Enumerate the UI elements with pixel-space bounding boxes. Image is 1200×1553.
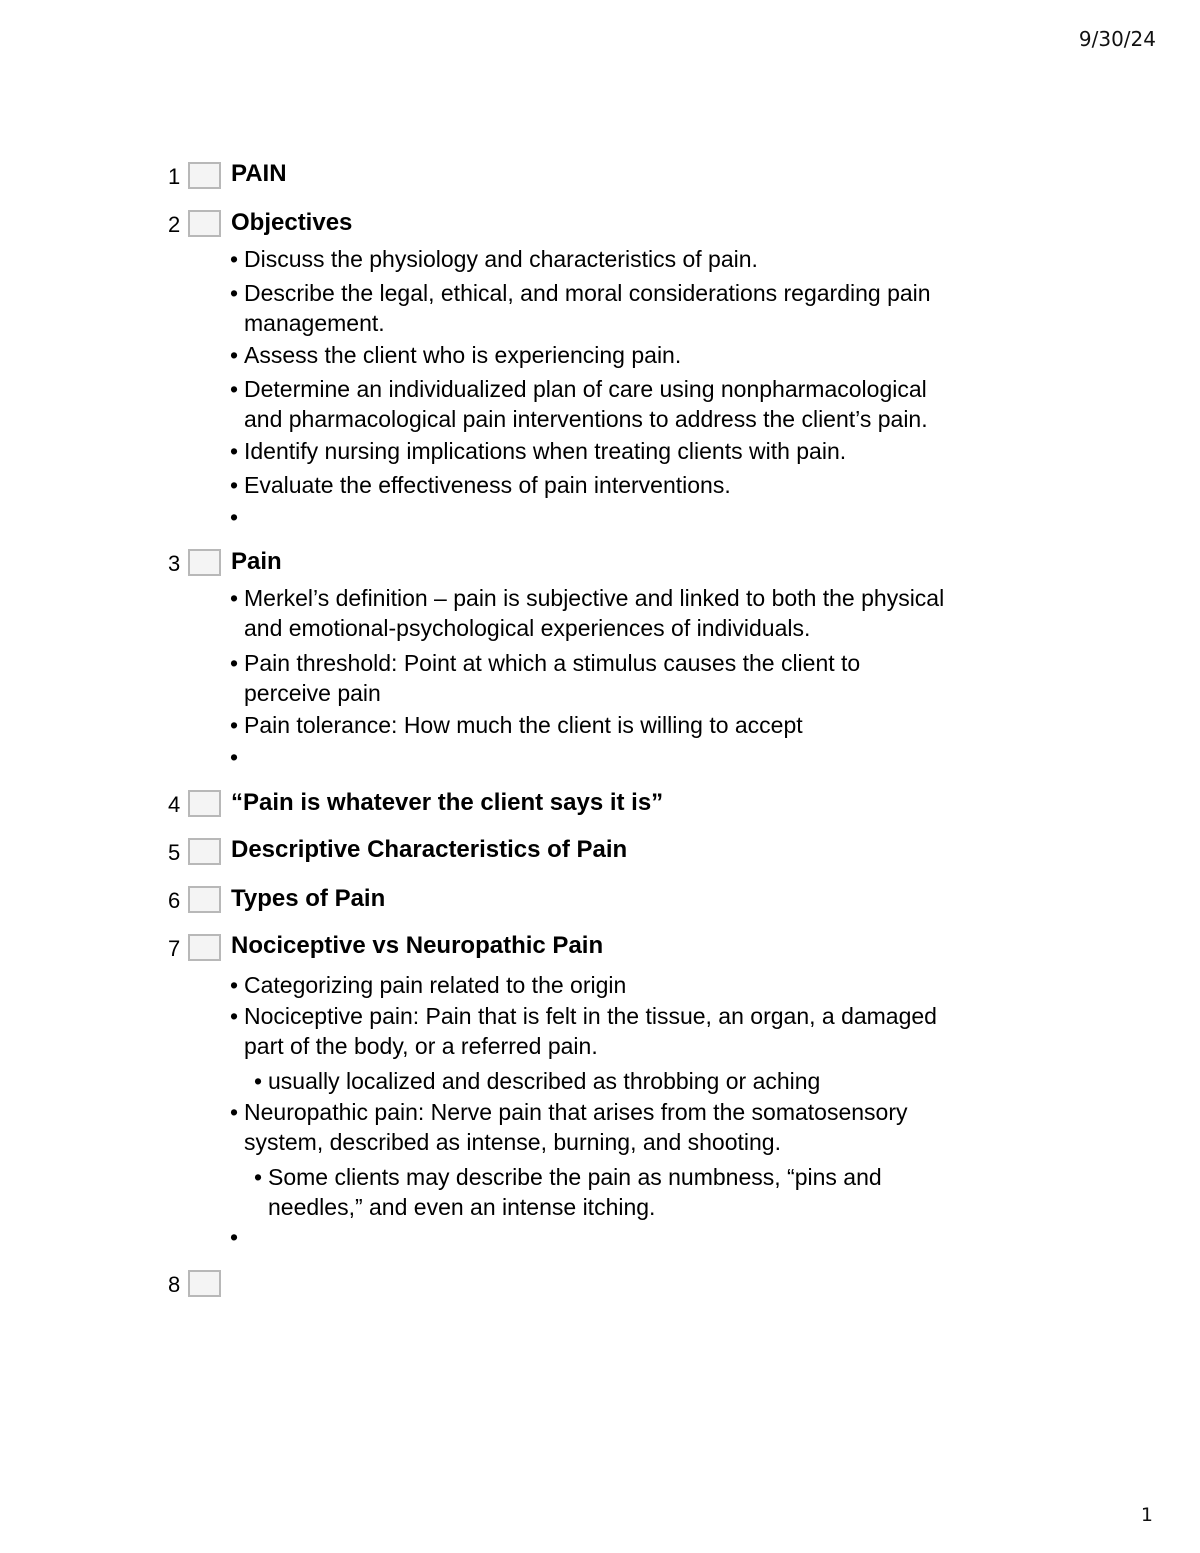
slide-title: Pain xyxy=(231,548,282,575)
slide-thumbnail[interactable] xyxy=(188,1270,221,1297)
bullet-item: • Pain threshold: Point at which a stimulus causes the client to perceive pain xyxy=(230,650,861,706)
slide-thumbnail[interactable] xyxy=(188,549,221,576)
bullet-item: • Assess the client who is experiencing pain. xyxy=(230,342,682,368)
bullet-item-empty: • xyxy=(230,744,239,770)
slide-thumbnail[interactable] xyxy=(188,210,221,237)
sub-bullet-item: • Some clients may describe the pain as numbness, “pins and needles,” and even an intense itching. xyxy=(254,1164,882,1220)
slide-number: 8 xyxy=(168,1272,181,1297)
slide-number: 7 xyxy=(168,936,181,961)
bullet-item: • Determine an individualized plan of care using nonpharmacological and pharmacological pain interventions to address the client’s pain. xyxy=(230,376,928,432)
bullet-item: • Discuss the physiology and characteristics of pain. xyxy=(230,246,758,272)
slide-number: 3 xyxy=(168,551,181,576)
page-date: 9/30/24 xyxy=(1078,27,1156,51)
slide-thumbnail[interactable] xyxy=(188,162,221,189)
slide-number: 5 xyxy=(168,840,181,865)
slide-number: 1 xyxy=(168,164,181,189)
slide-thumbnail[interactable] xyxy=(188,790,221,817)
slide-thumbnail[interactable] xyxy=(188,838,221,865)
slide-number: 2 xyxy=(168,212,181,237)
bullet-item: • Describe the legal, ethical, and moral considerations regarding pain management. xyxy=(230,280,931,336)
page-number: 1 xyxy=(1140,1504,1153,1526)
bullet-item: • Evaluate the effectiveness of pain interventions. xyxy=(230,472,731,498)
slide-title: Descriptive Characteristics of Pain xyxy=(231,836,628,863)
slide-thumbnail[interactable] xyxy=(188,934,221,961)
slide-title: Types of Pain xyxy=(231,885,386,912)
bullet-item: • Pain tolerance: How much the client is willing to accept xyxy=(230,712,803,738)
bullet-item: • Nociceptive pain: Pain that is felt in the tissue, an organ, a damaged part of the body, or a referred pain. xyxy=(230,1003,937,1059)
bullet-item: • Merkel’s definition – pain is subjective and linked to both the physical and emotional-psychological experiences of individuals. xyxy=(230,585,945,641)
slide-number: 6 xyxy=(168,888,181,913)
bullet-item-empty: • xyxy=(230,1224,239,1250)
bullet-item: • Identify nursing implications when treating clients with pain. xyxy=(230,438,847,464)
slide-title: Nociceptive vs Neuropathic Pain xyxy=(231,932,604,959)
slide-title: “Pain is whatever the client says it is” xyxy=(231,789,664,816)
bullet-item: • Categorizing pain related to the origin xyxy=(230,972,627,998)
slide-title: Objectives xyxy=(231,209,353,236)
slide-title: PAIN xyxy=(231,160,287,187)
sub-bullet-item: • usually localized and described as throbbing or aching xyxy=(254,1068,821,1094)
bullet-item-empty: • xyxy=(230,504,239,530)
slide-number: 4 xyxy=(168,792,181,817)
bullet-item: • Neuropathic pain: Nerve pain that arises from the somatosensory system, described as intense, burning, and shooting. xyxy=(230,1099,908,1155)
slide-thumbnail[interactable] xyxy=(188,886,221,913)
